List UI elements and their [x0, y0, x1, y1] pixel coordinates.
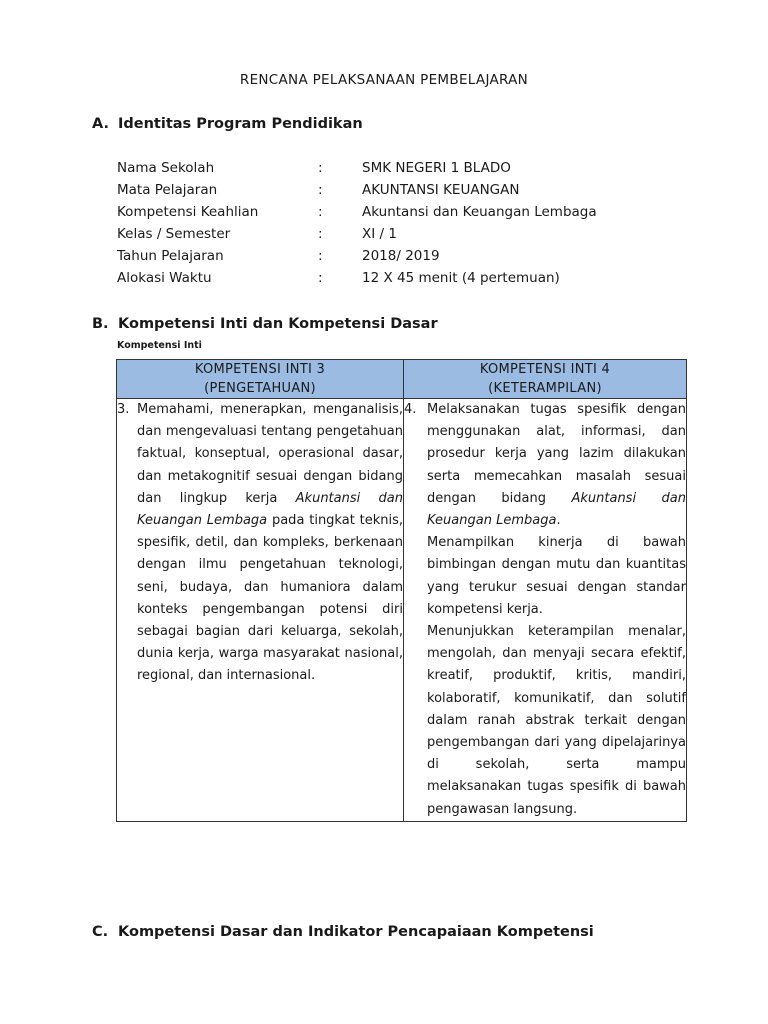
- section-c-letter: C.: [92, 924, 109, 940]
- ki3-number: 3.: [117, 402, 130, 417]
- section-c-title: Kompetensi Dasar dan Indikator Pencapaiaan Kompetensi: [118, 924, 594, 940]
- identity-label: Kompetensi Keahlian: [117, 204, 259, 220]
- identity-colon: :: [318, 204, 323, 220]
- identity-value: AKUNTANSI KEUANGAN: [362, 182, 520, 198]
- header-ki3-title: KOMPETENSI INTI 3: [194, 362, 326, 377]
- identity-value: 2018/ 2019: [362, 248, 440, 264]
- identity-value: 12 X 45 menit (4 pertemuan): [362, 270, 560, 286]
- identity-label: Tahun Pelajaran: [117, 248, 224, 264]
- section-c-heading: [92, 924, 594, 940]
- ki4-p1-part-2: .: [556, 513, 561, 529]
- ki4-paragraph-3: Menunjukkan keterampilan menalar, mengolah, dan menyaji secara efektif, kreatif, produktif, kritis, mandiri, kolaboratif, komunikatif, dan solutif dalam ranah abstrak terkait dengan pengembangan dari yang dipelajarinya di sekolah, serta mampu melaksanakan tugas spesifik di bawah pengawasan langsung.: [427, 624, 686, 817]
- table-row: [117, 399, 687, 822]
- kompetensi-inti-label: Kompetensi Inti: [117, 340, 202, 351]
- kompetensi-inti-table: [116, 359, 687, 822]
- ki4-paragraph-1: [427, 399, 686, 532]
- identity-value: SMK NEGERI 1 BLADO: [362, 160, 511, 176]
- identity-colon: :: [318, 182, 323, 198]
- identity-colon: :: [318, 270, 323, 286]
- header-ki3-subtitle: (PENGETAHUAN): [204, 381, 316, 396]
- ki3-text: [137, 399, 403, 688]
- identity-label: Alokasi Waktu: [117, 270, 212, 286]
- section-b-letter: B.: [92, 316, 109, 332]
- ki4-italic-field: Akuntansi dan Keuangan Lembaga: [427, 490, 687, 529]
- identity-label: Mata Pelajaran: [117, 182, 218, 198]
- header-ki3: [117, 360, 404, 399]
- table-header-row: [117, 360, 687, 399]
- identity-colon: :: [318, 160, 323, 176]
- identity-label: Kelas / Semester: [117, 226, 231, 242]
- ki4-p1-part-1: Melaksanakan tugas spesifik dengan menggunakan alat, informasi, dan prosedur kerja yang lazim dilakukan serta memecahkan masalah sesuai dengan bidang: [427, 402, 686, 506]
- section-a-letter: A.: [92, 116, 109, 132]
- section-b-title: Kompetensi Inti dan Kompetensi Dasar: [118, 316, 438, 332]
- ki3-item: [117, 399, 403, 688]
- header-ki4: [404, 360, 687, 399]
- ki3-cell: [117, 399, 404, 822]
- ki4-item: [404, 399, 686, 532]
- document-title: RENCANA PELAKSANAAN PEMBELAJARAN: [239, 72, 529, 88]
- header-ki4-subtitle: (KETERAMPILAN): [488, 381, 602, 396]
- ki3-text-part-1: Memahami, menerapkan, menganalisis, dan mengevaluasi tentang pengetahuan faktual, konseptual, operasional dasar, dan metakognitif sesuai dengan bidang dan lingkup kerja: [137, 402, 403, 506]
- identity-colon: :: [318, 226, 323, 242]
- section-a-title: Identitas Program Pendidikan: [118, 116, 363, 132]
- identity-colon: :: [318, 248, 323, 264]
- section-a-heading: [92, 116, 363, 132]
- ki3-text-part-2: pada tingkat teknis, spesifik, detil, dan kompleks, berkenaan dengan ilmu pengetahuan teknologi, seni, budaya, dan humaniora dalam konteks pengembangan potensi diri sebagai bagian dari keluarga, sekolah, dunia kerja, warga masyarakat nasional, regional, dan internasional.: [137, 513, 403, 684]
- header-ki4-title: KOMPETENSI INTI 4: [479, 362, 611, 377]
- ki4-cell: [404, 399, 687, 822]
- identity-value: XI / 1: [362, 226, 397, 242]
- ki4-paragraph-2: Menampilkan kinerja di bawah bimbingan dengan mutu dan kuantitas yang terukur sesuai dengan standar kompetensi kerja.: [427, 535, 686, 617]
- ki3-italic-field: Akuntansi dan Keuangan Lembaga: [137, 490, 403, 529]
- section-b-heading: [92, 316, 438, 332]
- identity-label: Nama Sekolah: [117, 160, 215, 176]
- identity-value: Akuntansi dan Keuangan Lembaga: [362, 204, 597, 220]
- ki4-number: 4.: [404, 402, 417, 417]
